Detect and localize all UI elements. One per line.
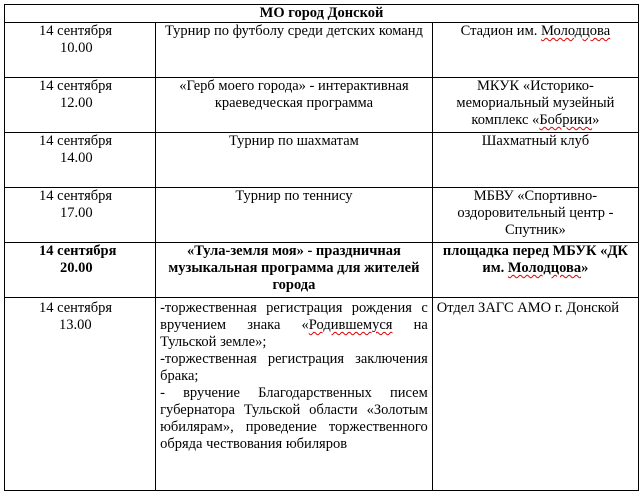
place-cell: Шахматный клуб (432, 133, 638, 188)
event-date: 14 сентября (39, 78, 113, 94)
event-cell: Турнир по футболу среди детских команд (156, 23, 433, 78)
event-line-birth-end: на Тульской земле»; (160, 317, 428, 350)
place-cell: МБВУ «Спортивно-оздоровительный центр - Спутник» (432, 188, 638, 243)
place-text: Стадион им. (460, 23, 541, 39)
place-cell (432, 78, 638, 133)
table-row (5, 78, 639, 133)
table-header-row (5, 5, 639, 23)
event-date: 14 сентября (39, 23, 113, 39)
table-row-highlight (5, 243, 639, 298)
table-row (5, 298, 639, 491)
date-cell (5, 78, 156, 133)
date-cell (5, 188, 156, 243)
table-row (5, 133, 639, 188)
date-cell (5, 298, 156, 491)
event-time: 10.00 (60, 40, 93, 56)
event-cell: Турнир по шахматам (156, 133, 433, 188)
event-line-birth-word: Родившемуся (308, 317, 393, 333)
event-time: 20.00 (60, 260, 93, 276)
event-date: 14 сентября (39, 243, 117, 259)
place-cell (432, 23, 638, 78)
table-row (5, 23, 639, 78)
event-time: 14.00 (60, 150, 93, 166)
event-time: 12.00 (60, 95, 93, 111)
municipality-title: МО город Донской (5, 5, 639, 23)
place-name: Молодцова (541, 23, 611, 39)
place-text: площадка перед МБУК «ДК им. (442, 243, 628, 276)
place-cell (432, 243, 638, 298)
event-line-birth: -торжественная регистрация рождения с вручением знака « (160, 300, 428, 333)
date-cell (5, 243, 156, 298)
event-date: 14 сентября (39, 300, 113, 316)
event-cell (156, 298, 433, 491)
place-cell: Отдел ЗАГС АМО г. Донской (432, 298, 638, 491)
place-name: Бобрики (539, 112, 593, 128)
event-date: 14 сентября (39, 133, 113, 149)
events-table (4, 4, 639, 491)
date-cell (5, 23, 156, 78)
event-date: 14 сентября (39, 188, 113, 204)
place-name: Молодцова (507, 260, 582, 276)
event-cell: «Тула-земля моя» - праздничная музыкальная программа для жителей города (156, 243, 433, 298)
event-cell: «Герб моего города» - интерактивная краеведческая программа (156, 78, 433, 133)
event-line-letters: - вручение Благодарственных писем губернатора Тульской области «Золотым юбилярам», проведение торжественного обряда чествования юбиляров (160, 385, 428, 452)
event-line-marriage: -торжественная регистрация заключения брака; (160, 351, 428, 384)
event-cell: Турнир по теннису (156, 188, 433, 243)
date-cell (5, 133, 156, 188)
table-row (5, 188, 639, 243)
event-time: 17.00 (60, 205, 93, 221)
event-time: 13.00 (59, 317, 92, 333)
place-end: » (592, 112, 600, 128)
place-end: » (581, 260, 589, 276)
place-text: МКУК «Историко-мемориальный музейный комплекс « (456, 78, 615, 128)
